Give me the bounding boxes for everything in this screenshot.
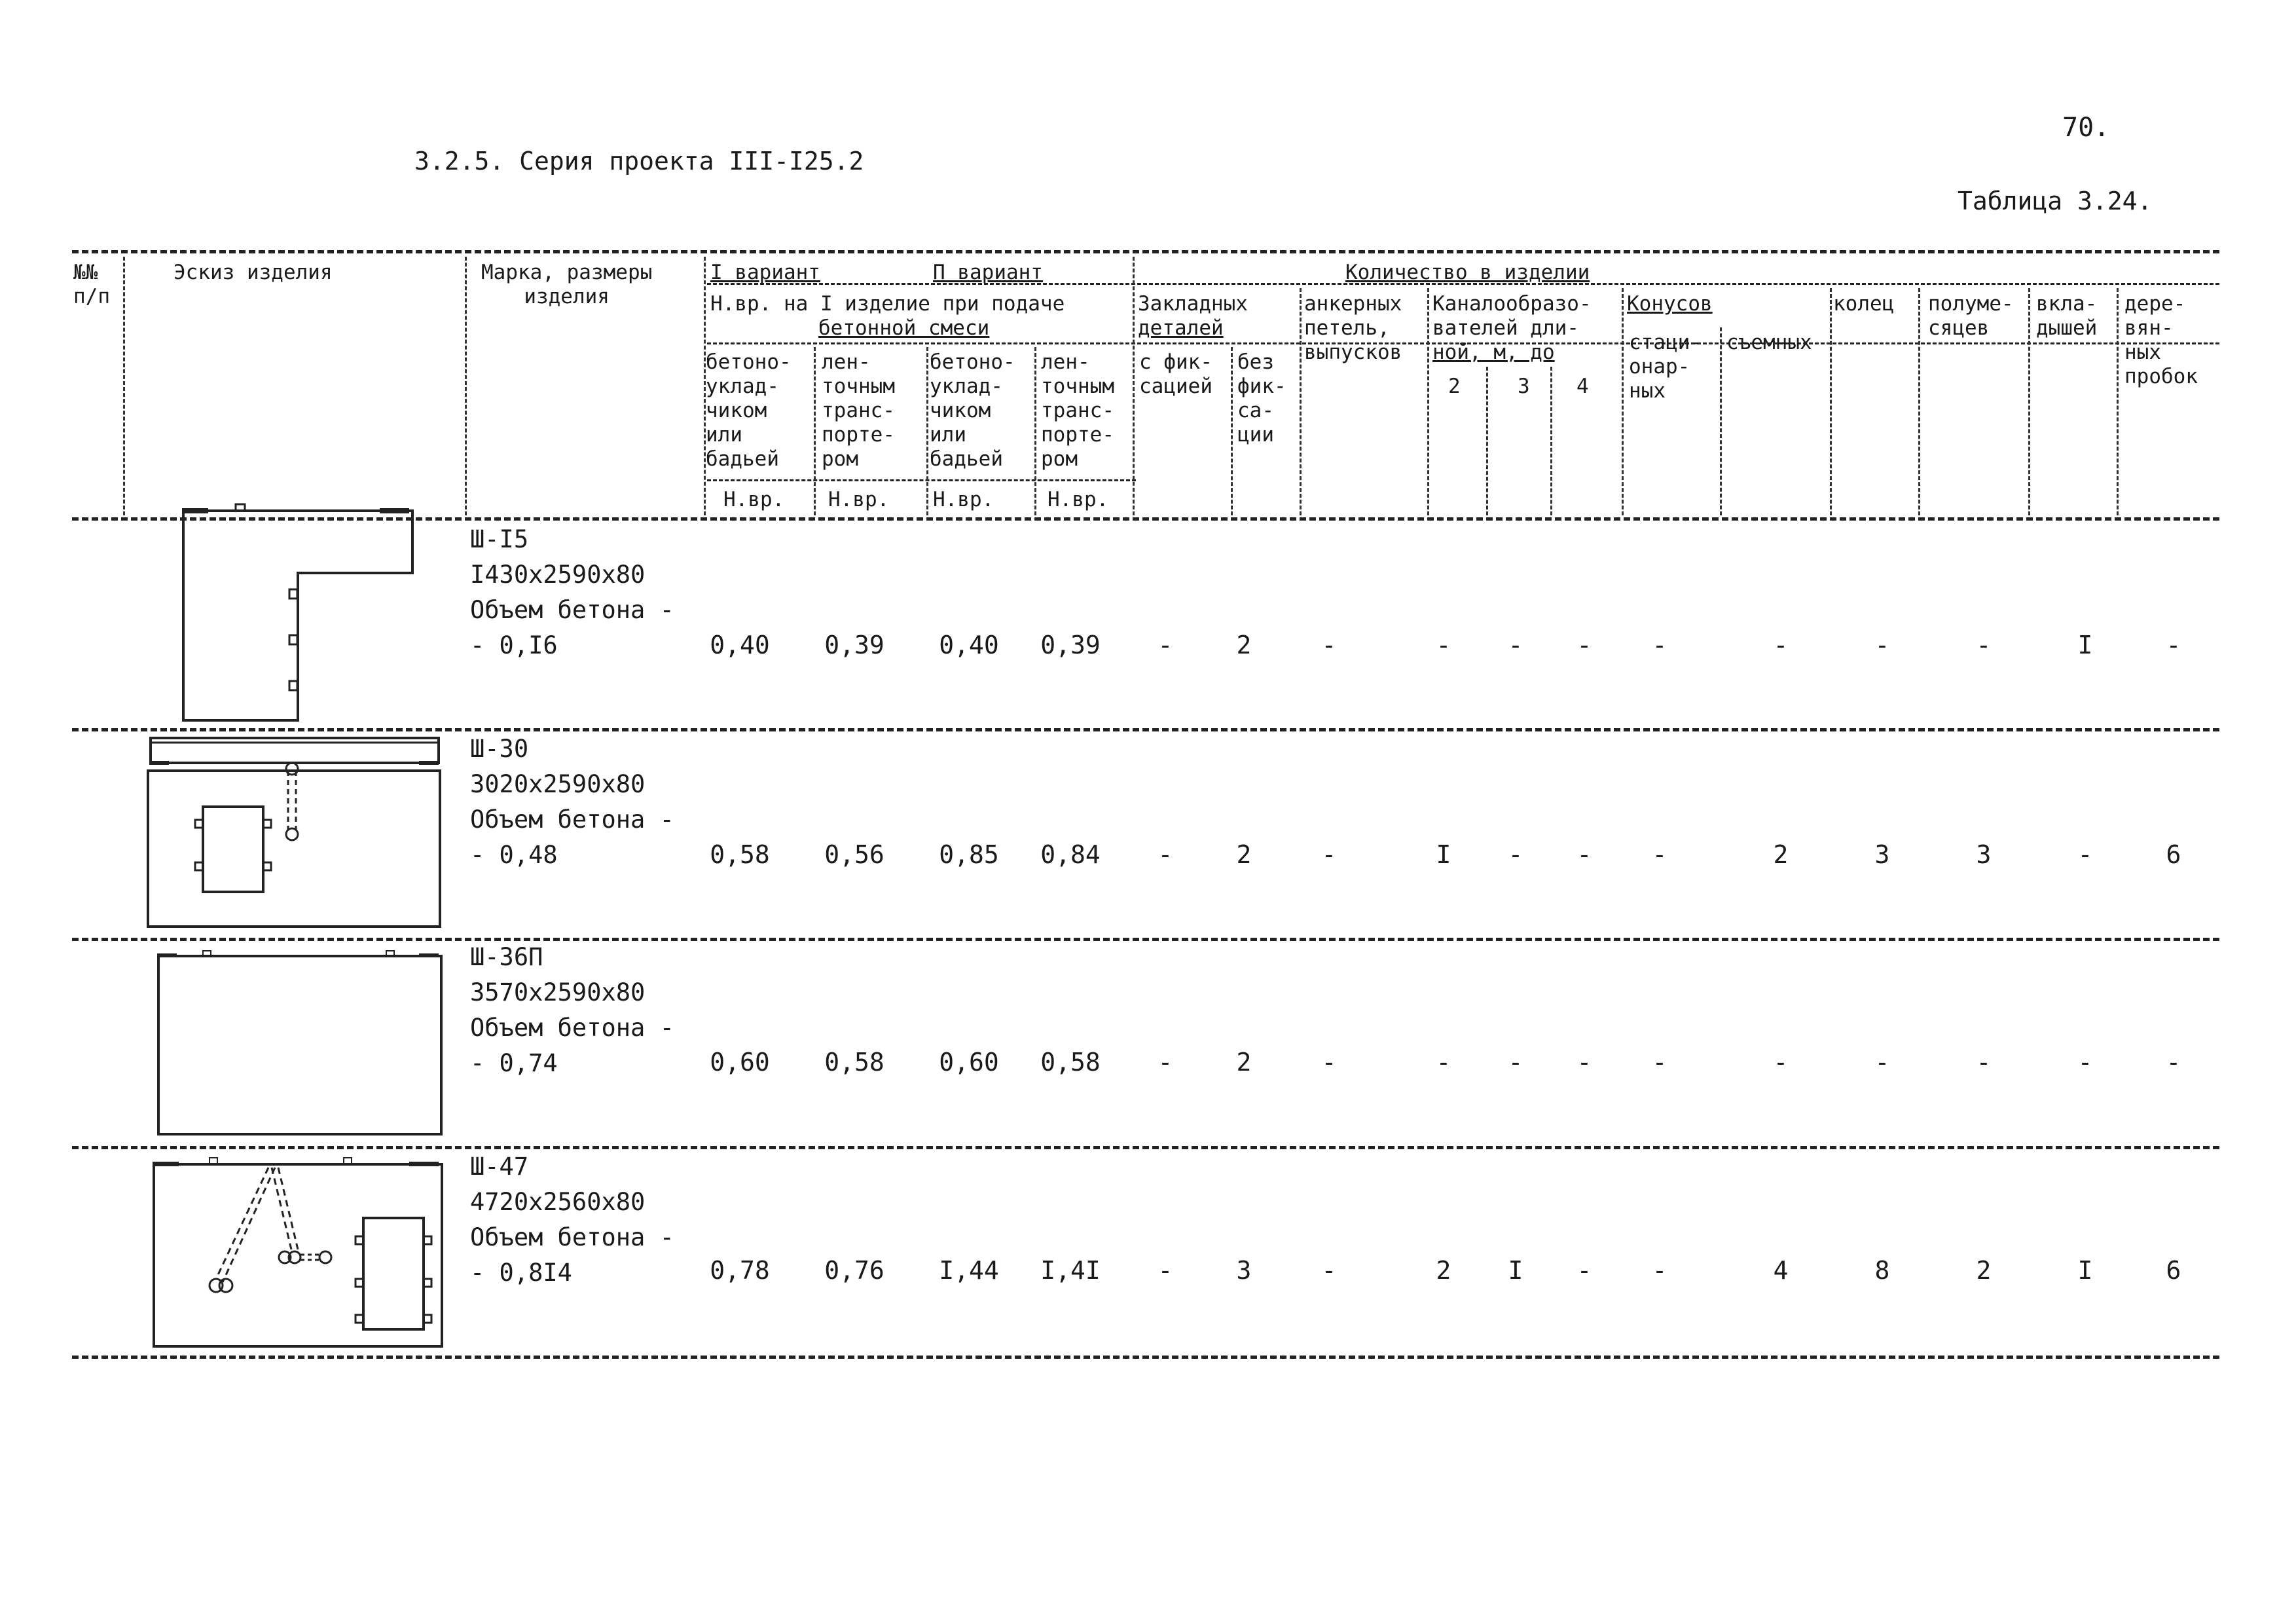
sketch-panel-sh47 bbox=[147, 1151, 448, 1351]
row-label-4 bbox=[470, 1149, 674, 1291]
row-mark: Ш-36П bbox=[470, 943, 543, 971]
col-sep bbox=[1918, 288, 1920, 515]
row-mark: Ш-I5 bbox=[470, 525, 529, 553]
table-cell: 0,58 bbox=[1040, 1048, 1101, 1077]
header-unit-4: Н.вр. bbox=[1048, 488, 1109, 511]
table-cell: I bbox=[2077, 1256, 2093, 1285]
table-cell: - bbox=[1652, 631, 1667, 659]
table-cell: 6 bbox=[2166, 1256, 2181, 1285]
table-cell: - bbox=[2166, 631, 2181, 659]
page-number: 70. bbox=[2062, 113, 2110, 143]
header-unit-1: Н.вр. bbox=[723, 488, 785, 511]
table-cell: 2 bbox=[1236, 631, 1252, 659]
row-volume-label: Объем бетона - bbox=[470, 596, 674, 624]
col-sep bbox=[123, 257, 125, 515]
table-cell: - bbox=[1976, 1048, 1992, 1077]
row-separator-2 bbox=[72, 938, 2219, 941]
header-num-col: №№ п/п bbox=[73, 261, 110, 308]
table-cell: 8 bbox=[1874, 1256, 1890, 1285]
table-cell: - bbox=[2077, 840, 2093, 869]
col-sep bbox=[1486, 367, 1488, 515]
table-cell: 3 bbox=[1874, 840, 1890, 869]
table-cell: 0,58 bbox=[824, 1048, 884, 1077]
header-quantity-group: Количество в изделии bbox=[1345, 261, 1590, 284]
header-labor-group: Н.вр. на I изделие при подаче бетонной смеси bbox=[710, 292, 1065, 340]
row-size: I430x2590x80 bbox=[470, 561, 646, 589]
row-mark: Ш-30 bbox=[470, 735, 529, 763]
row-volume-value: - 0,8I4 bbox=[470, 1259, 572, 1287]
table-cell: - bbox=[1773, 631, 1789, 659]
sketch-panel-sh36p bbox=[151, 943, 452, 1139]
header-cones: Конусов bbox=[1627, 292, 1713, 316]
table-cell: 0,84 bbox=[1040, 840, 1101, 869]
table-cell: 0,39 bbox=[824, 631, 884, 659]
header-channel-len-4: 4 bbox=[1576, 375, 1589, 398]
col-sep bbox=[1720, 327, 1722, 515]
table-cell: - bbox=[1508, 631, 1523, 659]
table-cell: 4 bbox=[1773, 1256, 1789, 1285]
table-cell: - bbox=[1157, 840, 1173, 869]
table-cell: - bbox=[1321, 840, 1337, 869]
col-sep bbox=[1034, 347, 1036, 515]
table-cell: 3 bbox=[1236, 1256, 1252, 1285]
col-sep bbox=[814, 347, 816, 515]
header-variant-2: П вариант bbox=[933, 261, 1043, 284]
col-sep bbox=[1427, 288, 1429, 515]
col-sep bbox=[1231, 347, 1233, 515]
header-v1-conveyor: лен- точным транс- порте- ром bbox=[822, 350, 895, 471]
table-cell: - bbox=[1773, 1048, 1789, 1077]
table-cell: 2 bbox=[1976, 1256, 1992, 1285]
row-mark: Ш-47 bbox=[470, 1153, 529, 1181]
col-sep bbox=[1550, 367, 1552, 515]
table-cell: I,4I bbox=[1040, 1256, 1101, 1285]
table-cell: 0,60 bbox=[710, 1048, 770, 1077]
table-cell: 0,58 bbox=[710, 840, 770, 869]
col-sep bbox=[1622, 288, 1624, 515]
table-cell: - bbox=[1157, 1048, 1173, 1077]
header-sketch-col: Эскиз изделия bbox=[173, 261, 333, 284]
header-cones-removable: съемных bbox=[1726, 331, 1812, 354]
header-unit-rule bbox=[707, 479, 1136, 481]
table-cell: - bbox=[1508, 840, 1523, 869]
header-inserts: вкла- дышей bbox=[2036, 292, 2098, 340]
table-cell: 2 bbox=[1436, 1256, 1451, 1285]
header-channel-len-3: 3 bbox=[1518, 375, 1530, 398]
table-cell: - bbox=[1436, 1048, 1451, 1077]
table-cell: - bbox=[1652, 1048, 1667, 1077]
row-label-1 bbox=[470, 522, 674, 663]
header-channel-len-2: 2 bbox=[1448, 375, 1461, 398]
header-embedded-without-fix: без фик- са- ции bbox=[1237, 350, 1286, 447]
sketch-panel-sh15 bbox=[177, 504, 419, 727]
header-unit-3: Н.вр. bbox=[933, 488, 994, 511]
col-sep bbox=[1300, 288, 1302, 515]
row-size: 3570x2590x80 bbox=[470, 978, 646, 1006]
header-cones-stationary: стаци- онар- ных bbox=[1629, 331, 1702, 403]
table-cell: - bbox=[1976, 631, 1992, 659]
table-cell: - bbox=[1508, 1048, 1523, 1077]
table-cell: I bbox=[1436, 840, 1451, 869]
table-cell: 6 bbox=[2166, 840, 2181, 869]
table-cell: I,44 bbox=[939, 1256, 999, 1285]
table-cell: - bbox=[1652, 1256, 1667, 1285]
header-wood-plugs: дере- вян- ных пробок bbox=[2124, 292, 2198, 388]
table-cell: - bbox=[1576, 631, 1592, 659]
table-cell: 2 bbox=[1236, 840, 1252, 869]
table-cell: 0,78 bbox=[710, 1256, 770, 1285]
header-v2-spreader: бетоно- уклад- чиком или бадьей bbox=[930, 350, 1015, 471]
header-mark-col: Марка, размеры изделия bbox=[481, 261, 653, 308]
row-separator-3 bbox=[72, 1146, 2219, 1149]
table-cell: 0,39 bbox=[1040, 631, 1101, 659]
table-cell: - bbox=[1652, 840, 1667, 869]
table-cell: - bbox=[1157, 1256, 1173, 1285]
row-size: 3020x2590x80 bbox=[470, 770, 646, 798]
col-sep bbox=[1133, 257, 1135, 515]
col-sep bbox=[2028, 288, 2030, 515]
header-anchor-loops: анкерных петель, выпусков bbox=[1304, 292, 1402, 364]
row-volume-label: Объем бетона - bbox=[470, 1014, 674, 1042]
header-embedded-with-fix: с фик- сацией bbox=[1139, 350, 1212, 398]
row-volume-label: Объем бетона - bbox=[470, 1223, 674, 1251]
header-v1-spreader: бетоно- уклад- чиком или бадьей bbox=[706, 350, 792, 471]
table-cell: I bbox=[1508, 1256, 1523, 1285]
header-embedded-parts: Закладных деталей bbox=[1138, 292, 1248, 340]
table-cell: 0,76 bbox=[824, 1256, 884, 1285]
table-cell: - bbox=[1321, 631, 1337, 659]
table-cell: 0,40 bbox=[939, 631, 999, 659]
table-cell: - bbox=[1576, 840, 1592, 869]
row-volume-value: - 0,I6 bbox=[470, 631, 558, 659]
table-cell: 0,85 bbox=[939, 840, 999, 869]
col-sep bbox=[926, 347, 928, 515]
row-volume-value: - 0,74 bbox=[470, 1049, 558, 1077]
sketch-panel-sh30 bbox=[144, 735, 445, 931]
table-cell: - bbox=[1157, 631, 1173, 659]
header-v2-conveyor: лен- точным транс- порте- ром bbox=[1041, 350, 1114, 471]
header-variant-1: I вариант bbox=[710, 261, 820, 284]
table-cell: 3 bbox=[1976, 840, 1992, 869]
table-cell: 0,40 bbox=[710, 631, 770, 659]
header-unit-2: Н.вр. bbox=[828, 488, 890, 511]
table-cell: I bbox=[2077, 631, 2093, 659]
col-sep bbox=[2117, 288, 2119, 515]
table-bottom-rule bbox=[72, 1356, 2219, 1359]
row-volume-value: - 0,48 bbox=[470, 841, 558, 869]
col-sep bbox=[465, 257, 467, 515]
table-cell: - bbox=[1576, 1048, 1592, 1077]
col-sep bbox=[1830, 288, 1832, 515]
table-cell: 2 bbox=[1236, 1048, 1252, 1077]
table-number: Таблица 3.24. bbox=[1958, 187, 2153, 215]
section-title: 3.2.5. Серия проекта III-I25.2 bbox=[414, 147, 864, 175]
header-rings: колец bbox=[1833, 292, 1895, 316]
table-cell: - bbox=[2077, 1048, 2093, 1077]
row-separator-1 bbox=[72, 728, 2219, 731]
row-volume-label: Объем бетона - bbox=[470, 805, 674, 834]
table-cell: - bbox=[1321, 1048, 1337, 1077]
row-label-2 bbox=[470, 731, 674, 873]
table-cell: - bbox=[1321, 1256, 1337, 1285]
table-cell: - bbox=[1436, 631, 1451, 659]
table-cell: 2 bbox=[1773, 840, 1789, 869]
row-label-3 bbox=[470, 940, 674, 1081]
header-channel-formers: Каналообразо- вателей дли- ной, м, до bbox=[1432, 292, 1592, 364]
table-cell: - bbox=[1576, 1256, 1592, 1285]
header-half-moons: полуме- сяцев bbox=[1928, 292, 2014, 340]
table-cell: - bbox=[2166, 1048, 2181, 1077]
table-cell: 0,56 bbox=[824, 840, 884, 869]
table-cell: - bbox=[1874, 631, 1890, 659]
table-cell: 0,60 bbox=[939, 1048, 999, 1077]
table-top-rule bbox=[72, 250, 2219, 253]
row-size: 4720x2560x80 bbox=[470, 1188, 646, 1216]
table-cell: - bbox=[1874, 1048, 1890, 1077]
